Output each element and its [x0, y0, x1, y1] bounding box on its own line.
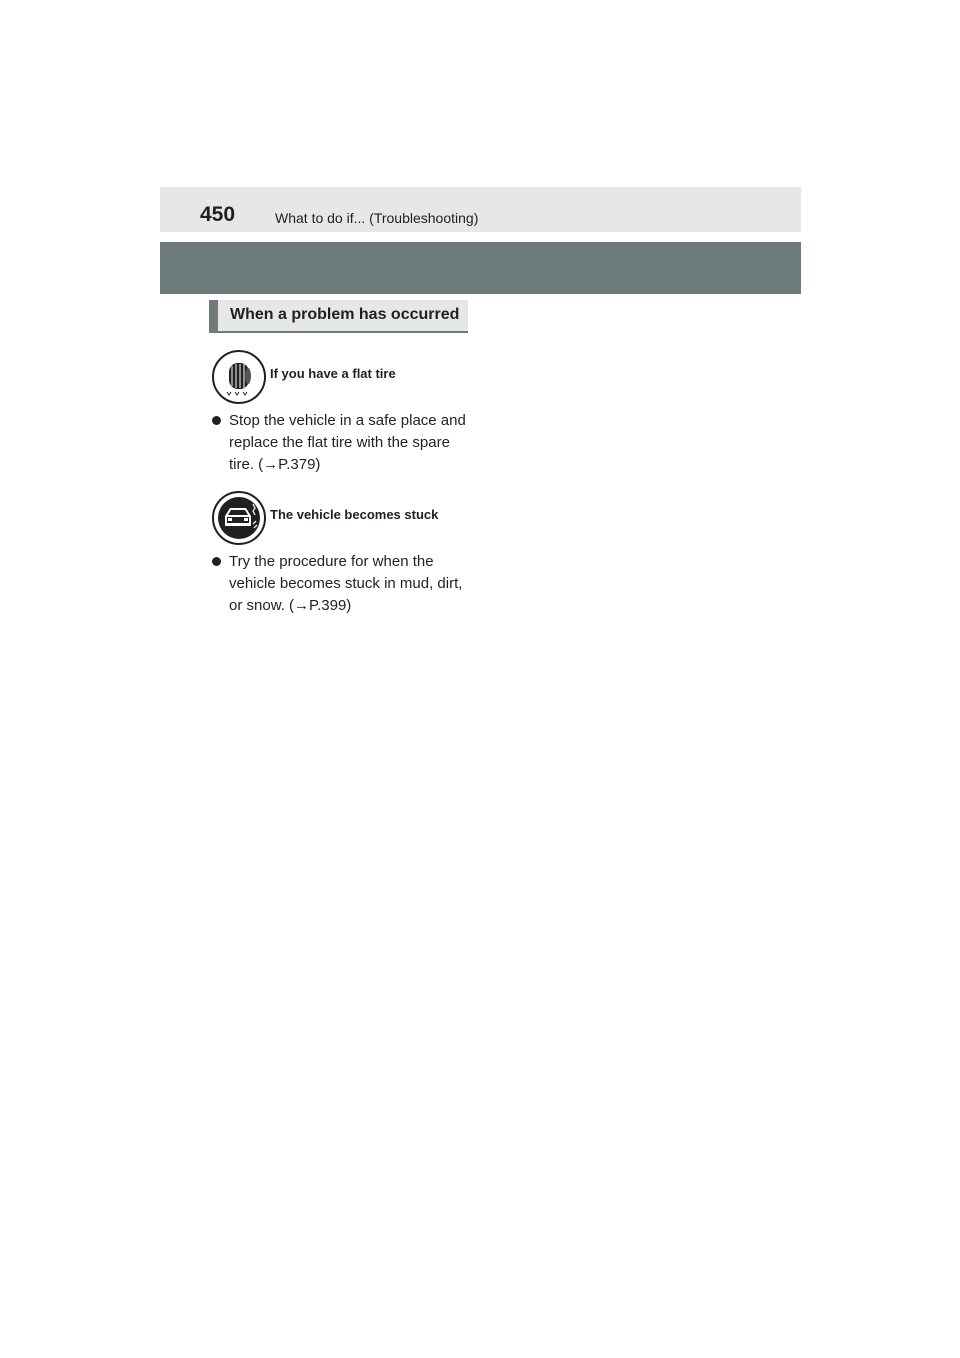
- bullet-icon: [212, 416, 221, 425]
- item-text-line: Stop the vehicle in a safe place and: [229, 412, 466, 429]
- chapter-band: [160, 242, 801, 294]
- list-item: [212, 551, 472, 621]
- subheading: [209, 300, 468, 333]
- item-text-line: or snow. (→P.399): [229, 597, 352, 614]
- page-header: [160, 187, 801, 232]
- item-text-line: replace the flat tire with the spare: [229, 434, 450, 451]
- section-title: What to do if... (Troubleshooting): [275, 210, 479, 226]
- list-item: [212, 410, 472, 480]
- flat-tire-icon: [212, 350, 266, 404]
- item-label: The vehicle becomes stuck: [270, 507, 439, 522]
- stuck-vehicle-icon: [212, 491, 266, 545]
- bullet-icon: [212, 557, 221, 566]
- page-number: 450: [200, 203, 236, 226]
- item-label: If you have a flat tire: [270, 366, 396, 381]
- item-text-line: Try the procedure for when the: [229, 553, 434, 570]
- item-text-line: tire. (→P.379): [229, 456, 321, 473]
- subheading-text: When a problem has occurred: [230, 306, 460, 323]
- item-text-line: vehicle becomes stuck in mud, dirt,: [229, 575, 463, 592]
